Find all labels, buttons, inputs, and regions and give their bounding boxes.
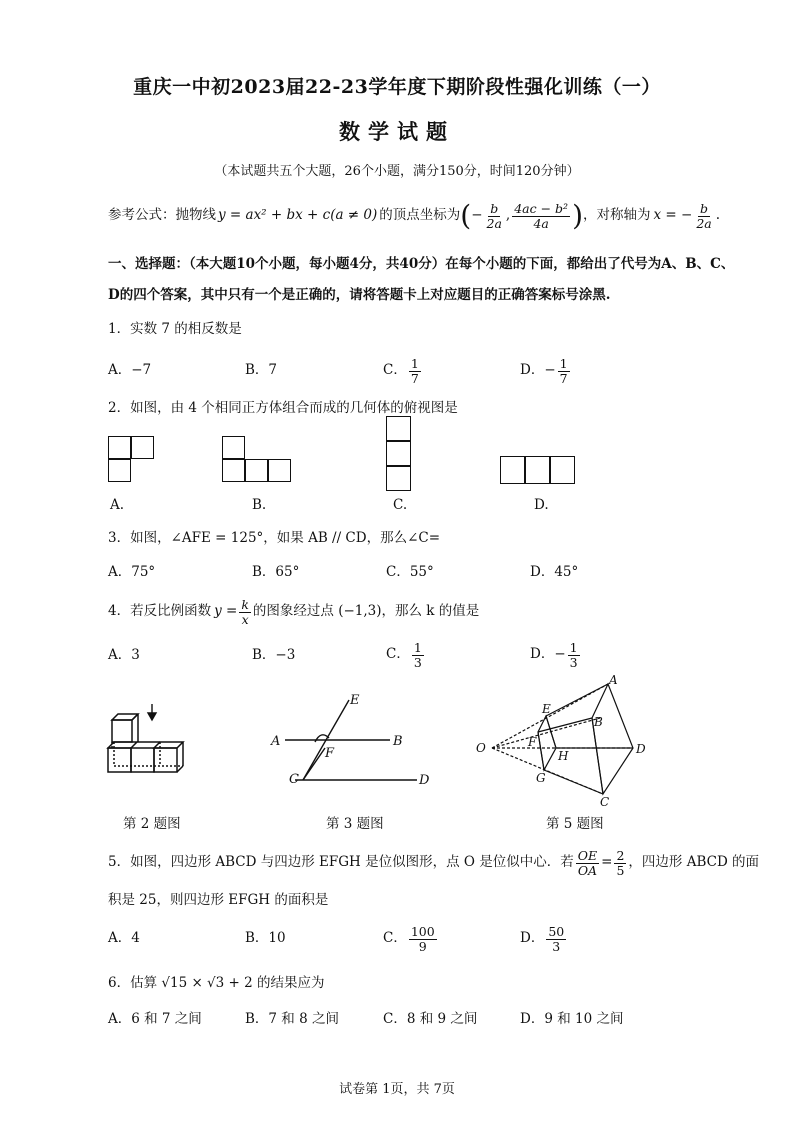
q4-stem-2: 的图象经过点 (−1,3)，那么 k 的值是 [252, 603, 480, 620]
figure-q2-solid [100, 700, 210, 790]
q3-stem: 3．如图，∠AFE = 125°，如果 AB // CD，那么∠C= [108, 530, 441, 546]
fig3-label-f: F [325, 746, 335, 761]
formula-equation: y = ax² + bx + c(a ≠ 0) [218, 207, 378, 224]
formula-text1: 抛物线 [175, 207, 216, 224]
fig3-label-c: C [289, 772, 299, 787]
fig2-caption: 第 2 题图 [123, 816, 181, 832]
q1-option-c: C． $\frac{1}{7}$ [383, 356, 419, 386]
q4-option-d: D．− $\frac{1}{3}$ [530, 640, 578, 670]
formula-fraction-2: $\frac{\text{4ac − b²}}{4a}$ [514, 201, 569, 231]
q3-option-c: C．55° [386, 564, 434, 580]
q3-option-d: D．45° [530, 564, 579, 580]
fig3-label-e: E [350, 693, 360, 708]
fig5-label-h: H [558, 749, 569, 763]
q5-option-c: C． $\frac{100}{9}$ [383, 924, 435, 954]
fig3-label-b: B [393, 734, 403, 749]
fig3-caption: 第 3 题图 [326, 816, 384, 832]
fig5-label-a: A [609, 673, 618, 687]
fig5-label-o: O [476, 741, 486, 755]
q3-option-a: A．75° [108, 564, 156, 580]
exam-title: 重庆一中初2023届22-23学年度下期阶段性强化训练（一） [133, 76, 661, 98]
q6-option-a: A．6 和 7 之间 [108, 1011, 202, 1027]
q6-option-c: C．8 和 9 之间 [383, 1011, 478, 1027]
formula-end: . [715, 207, 721, 224]
q1-stem: 1．实数 7 的相反数是 [108, 321, 242, 337]
fig5-label-g: G [536, 771, 546, 785]
fig5-label-d: D [636, 742, 646, 756]
q4-stem: 4．若反比例函数 [108, 603, 212, 620]
q2-option-a: A. [110, 497, 125, 513]
q2-option-d: D. [534, 497, 549, 513]
section1-intro-line1: 一、选择题：（本大题10个小题，每小题4分，共40分）在每个小题的下面，都给出了代号为A、B、C、 [108, 256, 735, 272]
formula-text3: ，对称轴为 [583, 207, 651, 224]
fig3-label-a: A [271, 734, 281, 749]
fig5-label-b: B [594, 715, 603, 729]
figure-q5-homothety [470, 673, 680, 811]
formula-axis: x = − [653, 207, 693, 224]
q2-option-c: C. [393, 497, 408, 513]
fig5-label-e: E [542, 702, 551, 716]
q5-stem: 5．如图，四边形 ABCD 与四边形 EFGH 是位似图形，点 O 是位似中心．若 [108, 854, 574, 871]
figure-q3-parallel-lines [265, 690, 430, 795]
q1-option-b: B．7 [245, 362, 278, 378]
formula-close-paren: ) [572, 199, 583, 232]
q5-stem-line: 5．如图，四边形 ABCD 与四边形 EFGH 是位似图形，点 O 是位似中心．若 $\frac{OE}{OA}$ = $\frac{2}{5}$ ，四边形 ABCD 的面 [108, 848, 760, 878]
q5-option-b: B．10 [245, 930, 286, 946]
q6-option-d: D．9 和 10 之间 [520, 1011, 624, 1027]
fig5-label-f: F [528, 735, 537, 749]
fig3-label-d: D [419, 773, 430, 788]
formula-neg: − [471, 207, 483, 224]
section1-intro-line2: D的四个答案，其中只有一个是正确的，请将答题卡上对应题目的正确答案标号涂黑. [108, 287, 611, 303]
q1-option-d: D．− $\frac{1}{7}$ [520, 356, 568, 386]
formula-open-paren: ( [460, 199, 472, 232]
formula-fraction-3: $\frac{b}{2a}$ [696, 201, 712, 231]
page-footer: 试卷第 1页，共 7页 [339, 1082, 455, 1097]
q2-option-b: B. [252, 497, 267, 513]
q2-stem: 2．如图，由 4 个相同正方体组合而成的几何体的俯视图是 [108, 400, 458, 416]
q5-option-a: A．4 [108, 930, 140, 946]
q1-option-a: A．−7 [108, 362, 152, 378]
formula-text2: 的顶点坐标为 [379, 207, 461, 224]
q5-stem-3: 积是 25，则四边形 EFGH 的面积是 [108, 892, 329, 908]
fig5-label-c: C [600, 795, 610, 809]
formula-label: 参考公式： [108, 207, 176, 224]
exam-subtitle: 数学试题 [339, 119, 455, 144]
exam-note: （本试题共五个大题，26个小题，满分150分，时间120分钟） [214, 164, 580, 179]
q6-option-b: B．7 和 8 之间 [245, 1011, 339, 1027]
q4-option-a: A．3 [108, 647, 140, 663]
q4-stem-line: 4．若反比例函数 y = $\frac{k}{x}$ 的图象经过点 (−1,3)，那么 k 的值是 [108, 597, 480, 627]
q5-option-d: D． $\frac{50}{3}$ [520, 924, 565, 954]
formula-comma: , [505, 207, 511, 224]
q4-option-b: B．−3 [252, 647, 296, 663]
q5-stem-2: ，四边形 ABCD 的面 [628, 854, 760, 871]
q4-option-c: C． $\frac{1}{3}$ [386, 640, 422, 670]
reference-formula [108, 194, 720, 238]
q3-option-b: B．65° [252, 564, 300, 580]
q6-stem: 6．估算 √15 × √3 + 2 的结果应为 [108, 975, 325, 991]
formula-fraction-1: $\frac{b}{2a}$ [486, 201, 502, 231]
fig5-caption: 第 5 题图 [546, 816, 604, 832]
